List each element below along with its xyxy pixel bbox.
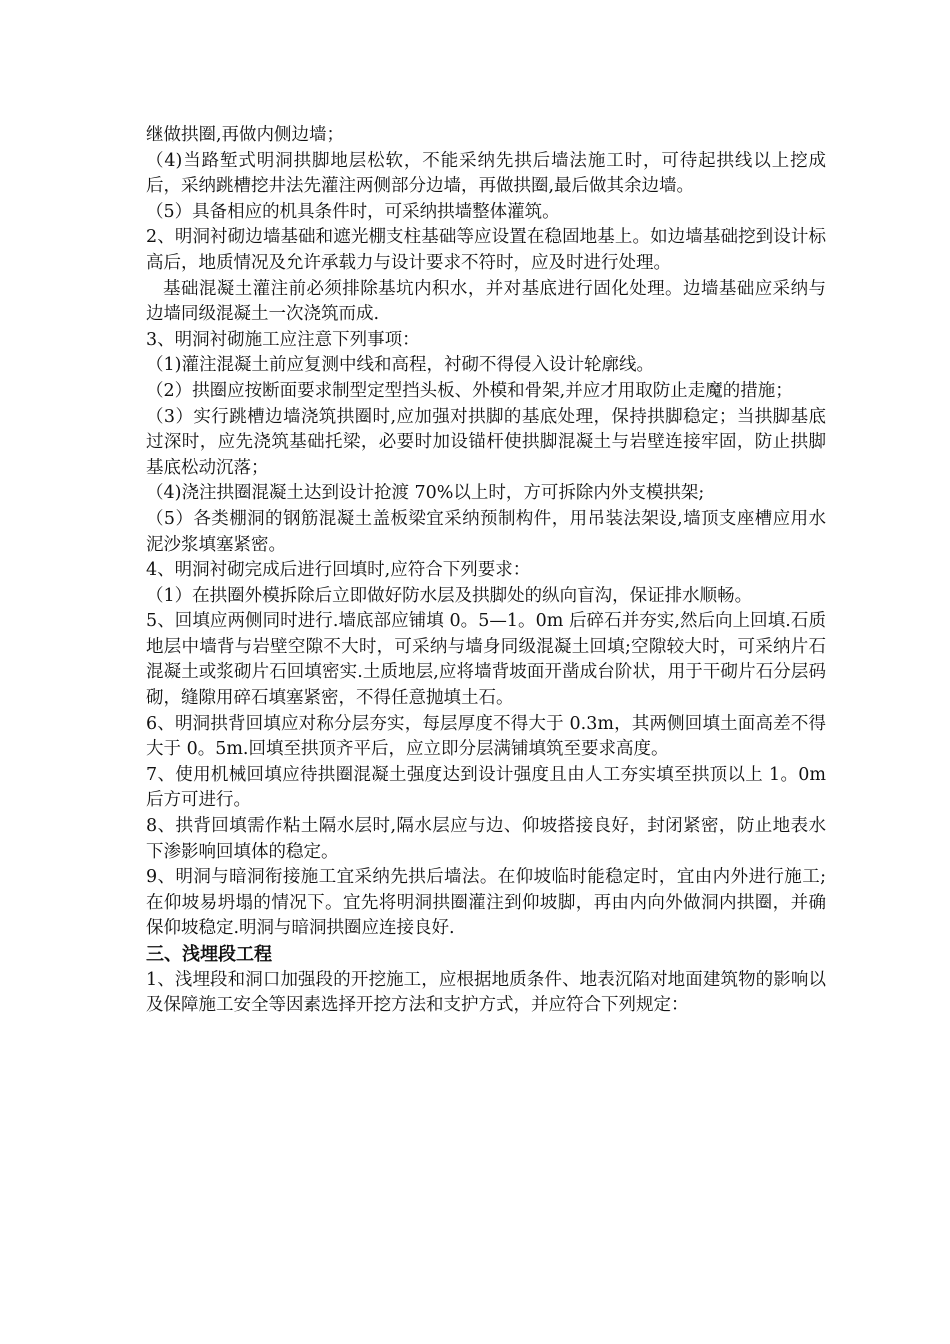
paragraph: 7、使用机械回填应待拱圈混凝土强度达到设计强度且由人工夯实填至拱顶以上 1。0m 后方可进行。 xyxy=(146,764,826,811)
paragraph: （5）具备相应的机具条件时，可采纳拱墙整体灌筑。 xyxy=(146,201,560,222)
paragraph: 基础混凝土灌注前必须排除基坑内积水，并对基底进行固化处理。边墙基础应采纳与边墙同级混凝土一次浇筑而成. xyxy=(146,278,826,325)
paragraph: 5、回填应两侧同时进行.墙底部应铺填 0。5—1。0m 后碎石并夯实,然后向上回填.石质地层中墙背与岩壁空隙不大时，可采纳与墙身同级混凝土回填;空隙较大时，可采纳片石混凝土或浆砌片石回填密实.土质地层,应将墙背坡面开凿成台阶状，用于干砌片石分层码砌，缝隙用碎石填塞紧密，不得任意抛填土石。 xyxy=(146,611,826,709)
paragraph: 继做拱圈,再做内侧边墙； xyxy=(146,125,345,145)
paragraph: （3）实行跳槽边墙浇筑拱圈时,应加强对拱脚的基底处理，保持拱脚稳定；当拱脚基底过深时，应先浇筑基础托梁，必要时加设锚杆使拱脚混凝土与岩壁连接牢固，防止拱脚基底松动沉落； xyxy=(146,406,826,478)
paragraph: 1、浅埋段和洞口加强段的开挖施工，应根据地质条件、地表沉陷对地面建筑物的影响以及保障施工安全等因素选择开挖方法和支护方式，并应符合下列规定： xyxy=(146,969,826,1016)
paragraph: （4)浇注拱圈混凝土达到设计抢渡 70%以上时，方可拆除内外支模拱架; xyxy=(146,483,705,504)
document-body xyxy=(146,123,826,1019)
paragraph: （1)灌注混凝土前应复测中线和高程，衬砌不得侵入设计轮廓线。 xyxy=(146,355,654,376)
paragraph: （5）各类棚洞的钢筋混凝土盖板梁宜采纳预制构件，用吊装法架设,墙顶支座槽应用水泥沙浆填塞紧密。 xyxy=(146,508,826,555)
paragraph: 2、明洞衬砌边墙基础和遮光棚支柱基础等应设置在稳固地基上。如边墙基础挖到设计标高后，地质情况及允许承载力与设计要求不符时，应及时进行处理。 xyxy=(146,227,826,273)
section-heading: 三、浅埋段工程 xyxy=(146,944,272,965)
paragraph: （4)当路堑式明洞拱脚地层松软，不能采纳先拱后墙法施工时，可待起拱线以上挖成后，采纳跳槽挖井法先灌注两侧部分边墙，再做拱圈,最后做其余边墙。 xyxy=(146,150,826,197)
paragraph: 4、明洞衬砌完成后进行回填时,应符合下列要求： xyxy=(146,560,531,581)
paragraph: （2）拱圈应按断面要求制型定型挡头板、外模和骨架,并应才用取防止走魔的措施； xyxy=(146,380,793,401)
paragraph: 3、明洞衬砌施工应注意下列事项： xyxy=(146,329,420,350)
paragraph: 6、明洞拱背回填应对称分层夯实，每层厚度不得大于 0.3m，其两侧回填土面高差不得大于 0。5m.回填至拱顶齐平后，应立即分层满铺填筑至要求高度。 xyxy=(146,713,826,760)
paragraph: （1）在拱圈外模拆除后立即做好防水层及拱脚处的纵向盲沟，保证排水顺畅。 xyxy=(146,585,753,606)
paragraph: 8、拱背回填需作粘土隔水层时,隔水层应与边、仰坡搭接良好，封闭紧密，防止地表水下渗影响回填体的稳定。 xyxy=(146,816,826,862)
paragraph: 9、明洞与暗洞衔接施工宜采纳先拱后墙法。在仰坡临时能稳定时，宜由内外进行施工;在仰坡易坍塌的情况下。宜先将明洞拱圈灌注到仰坡脚，再由内向外做洞内拱圈，并确保仰坡稳定.明洞与暗洞拱圈应连接良好. xyxy=(146,867,826,939)
